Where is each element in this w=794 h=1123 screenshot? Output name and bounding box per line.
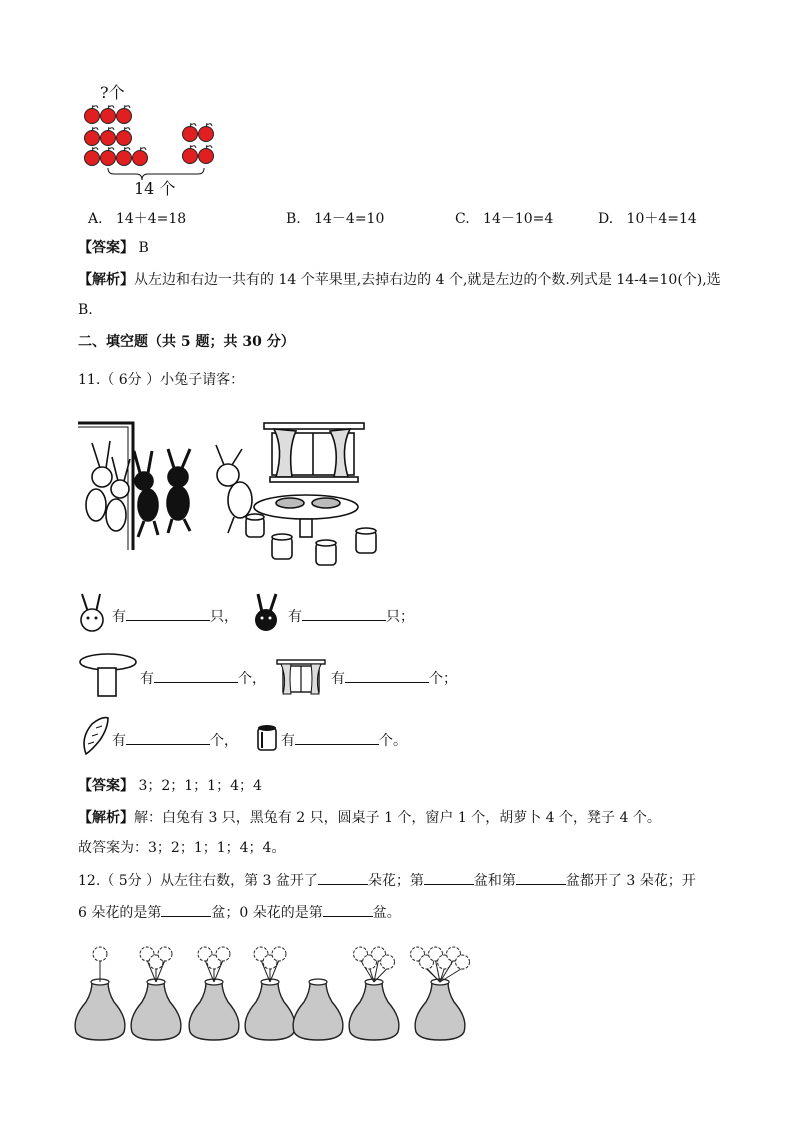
flower-vase xyxy=(131,947,181,1040)
option-a: A. 14＋4=18 xyxy=(88,211,187,227)
option-b: B. 14－4=10 xyxy=(286,211,385,227)
q11-row2-left: 有 个， xyxy=(140,668,266,688)
apple-icon xyxy=(101,127,116,146)
flower-vase xyxy=(349,947,399,1040)
stool-icon xyxy=(256,724,278,752)
answer-blank[interactable] xyxy=(295,730,379,745)
apple-icon xyxy=(199,145,214,164)
flower-vases-illustration xyxy=(78,936,498,1046)
apple-icon xyxy=(117,127,132,146)
answer-blank[interactable] xyxy=(302,606,386,621)
q11-analysis: 【解析】解：白兔有 3 只，黑兔有 2 只，圆桌子 1 个，窗户 1 个，胡萝卜 4 个，凳子 4 个。 xyxy=(78,810,661,826)
apple-diagram xyxy=(78,102,218,172)
rabbit-party-illustration xyxy=(78,405,388,575)
apple-icon xyxy=(117,147,132,166)
apple-icon xyxy=(199,123,214,142)
answer-blank[interactable] xyxy=(154,668,238,683)
answer-blank[interactable] xyxy=(323,902,373,917)
white-rabbit-icon xyxy=(78,592,108,636)
q11-row3-right: 有 个。 xyxy=(281,730,407,750)
window-icon xyxy=(275,658,327,696)
option-d: D. 10＋4=14 xyxy=(598,211,697,227)
apple-icon xyxy=(183,123,198,142)
q10-analysis-cont: B. xyxy=(78,302,93,318)
flower-vase xyxy=(245,947,295,1040)
option-c: C. 14－10=4 xyxy=(455,211,554,227)
apple-icon xyxy=(133,147,148,166)
q11-row1-right: 有 只； xyxy=(288,606,414,626)
apple-icon xyxy=(85,147,100,166)
apple-icon xyxy=(85,105,100,124)
flower-vase xyxy=(75,947,125,1040)
round-table-icon xyxy=(78,652,138,698)
flower-vase xyxy=(293,979,343,1040)
apple-icon xyxy=(183,145,198,164)
apple-icon xyxy=(85,127,100,146)
answer-blank[interactable] xyxy=(126,730,210,745)
apple-icon xyxy=(117,105,132,124)
carrot-icon xyxy=(78,714,112,756)
apple-diagram-bottom-label: 14 个 xyxy=(134,179,176,198)
answer-blank[interactable] xyxy=(424,870,474,885)
q11-header: 11.（ 6分 ）小兔子请客： xyxy=(78,372,245,388)
apple-icon xyxy=(101,147,116,166)
q11-row2-right: 有 个； xyxy=(331,668,457,688)
q12-line2: 6 朵花的是第 盆；0 朵花的是第 盆。 xyxy=(78,902,401,923)
apple-icon xyxy=(101,105,116,124)
q11-conclusion: 故答案为：3；2；1；1；4；4。 xyxy=(78,840,286,856)
answer-blank[interactable] xyxy=(345,668,429,683)
q11-row1-left: 有 只， xyxy=(112,606,238,626)
answer-blank[interactable] xyxy=(161,902,211,917)
apple-diagram-top-label: ?个 xyxy=(100,83,125,102)
q12-line1: 12.（ 5分 ）从左往右数，第 3 盆开了 朵花；第 盆和第 盆都开了 3 朵花；开 xyxy=(78,870,696,891)
flower-vase xyxy=(411,947,470,1040)
answer-blank[interactable] xyxy=(318,870,368,885)
black-rabbit-icon xyxy=(252,592,282,636)
q10-answer: 【答案】 B xyxy=(78,240,149,256)
answer-blank[interactable] xyxy=(126,606,210,621)
q11-answer: 【答案】 3；2；1；1；4；4 xyxy=(78,778,262,794)
q11-row3-left: 有 个， xyxy=(112,730,238,750)
answer-blank[interactable] xyxy=(516,870,566,885)
section-title: 二、填空题（共 5 题；共 30 分） xyxy=(78,334,295,350)
q10-analysis: 【解析】从左边和右边一共有的 14 个苹果里,去掉右边的 4 个,就是左边的个数.列式是 14-4=10(个),选 xyxy=(78,272,721,288)
flower-vase xyxy=(189,947,239,1040)
